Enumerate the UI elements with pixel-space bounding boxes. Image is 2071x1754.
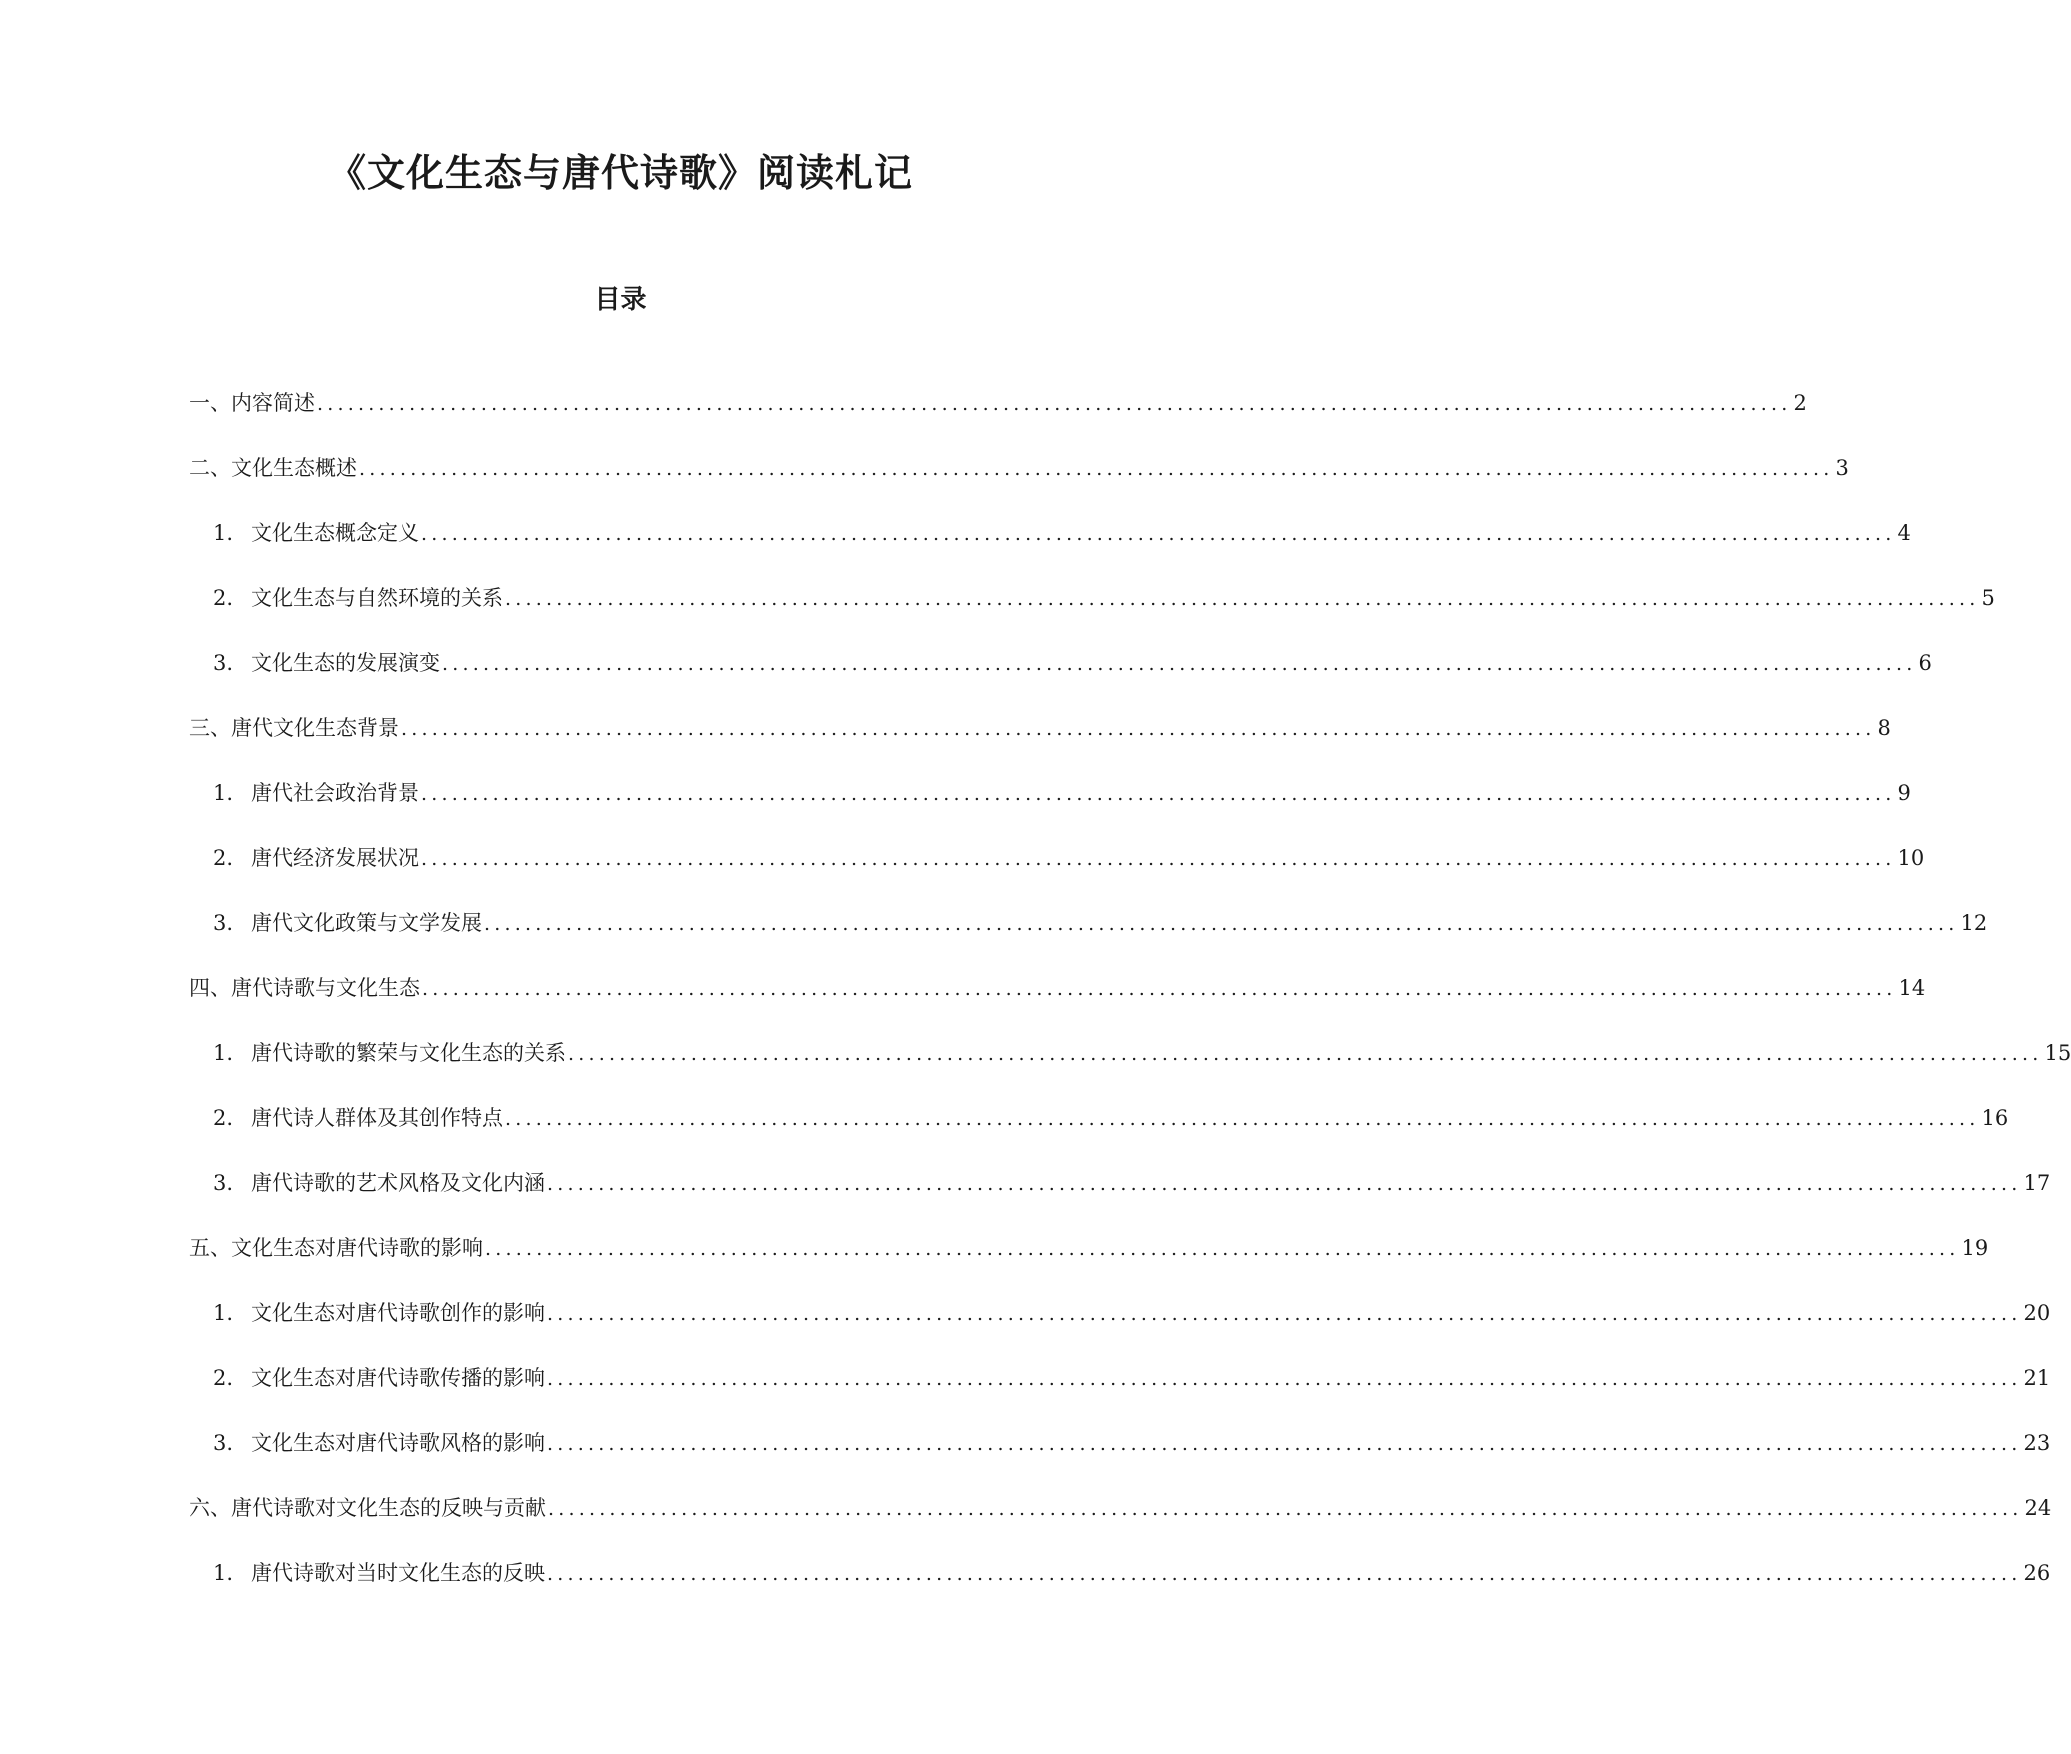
toc-entry-number: 3. — [213, 651, 234, 675]
toc-entry-section-4[interactable] — [189, 973, 1926, 1003]
toc-leader-dots: ................................................................................................................................................ — [359, 458, 1834, 480]
toc-entry-label: 唐代诗歌对当时文化生态的反映 — [251, 1561, 545, 1585]
toc-leader-dots: ................................................................................................................................................ — [548, 1498, 2023, 1520]
toc-entry-subsection[interactable] — [213, 908, 1988, 938]
toc-entry-subsection[interactable] — [213, 1103, 2009, 1133]
toc-page-number: 21 — [2023, 1366, 2051, 1390]
toc-page-number: 3 — [1835, 456, 1849, 480]
toc-entry-number: 2. — [213, 1366, 234, 1390]
toc-leader-dots: ................................................................................................................................................ — [547, 1303, 2022, 1325]
toc-entry-label: 唐代经济发展状况 — [251, 846, 419, 870]
toc-entry-label: 唐代社会政治背景 — [251, 781, 419, 805]
toc-page-number: 10 — [1897, 846, 1925, 870]
toc-entry-number: 3. — [213, 911, 234, 935]
toc-leader-dots: ................................................................................................................................................ — [547, 1563, 2022, 1585]
toc-entry-label: 五、文化生态对唐代诗歌的影响 — [189, 1236, 483, 1260]
toc-leader-dots: ................................................................................................................................................ — [421, 848, 1896, 870]
toc-leader-dots: ................................................................................................................................................ — [401, 718, 1876, 740]
toc-entry-number: 1. — [213, 1301, 234, 1325]
toc-entry-label: 文化生态与自然环境的关系 — [251, 586, 503, 610]
toc-leader-dots: ................................................................................................................................................ — [421, 783, 1896, 805]
toc-entry-subsection[interactable] — [213, 1168, 2051, 1198]
toc-entry-subsection[interactable] — [213, 843, 1925, 873]
toc-page-number: 5 — [1981, 586, 1995, 610]
toc-entry-label: 二、文化生态概述 — [189, 456, 357, 480]
toc-entry-label: 三、唐代文化生态背景 — [189, 716, 399, 740]
toc-entry-section-6[interactable] — [189, 1493, 2052, 1523]
toc-entry-number: 3. — [213, 1171, 234, 1195]
toc-entry-number: 1. — [213, 1561, 234, 1585]
toc-page-number: 8 — [1877, 716, 1891, 740]
toc-leader-dots: ................................................................................................................................................ — [547, 1368, 2022, 1390]
toc-entry-subsection[interactable] — [213, 1038, 2071, 1068]
toc-heading: 目录 — [594, 285, 647, 315]
toc-leader-dots: ................................................................................................................................................ — [547, 1433, 2022, 1455]
toc-page-number: 24 — [2024, 1496, 2052, 1520]
toc-entry-subsection[interactable] — [213, 1363, 2051, 1393]
toc-entry-label: 唐代诗歌的繁荣与文化生态的关系 — [251, 1041, 566, 1065]
toc-entry-section-5[interactable] — [189, 1233, 1989, 1263]
toc-entry-number: 2. — [213, 1106, 234, 1130]
toc-entry-subsection[interactable] — [213, 1298, 2051, 1328]
toc-page-number: 9 — [1897, 781, 1911, 805]
toc-leader-dots: ................................................................................................................................................ — [547, 1173, 2022, 1195]
toc-entry-subsection[interactable] — [213, 648, 1932, 678]
toc-entry-section-2[interactable] — [189, 453, 1849, 483]
toc-page-number: 19 — [1961, 1236, 1989, 1260]
toc-entry-number: 1. — [213, 1041, 234, 1065]
toc-leader-dots: ................................................................................................................................................ — [317, 393, 1792, 415]
toc-page-number: 17 — [2023, 1171, 2051, 1195]
toc-entry-label: 一、内容简述 — [189, 391, 315, 415]
toc-entry-subsection[interactable] — [213, 1428, 2051, 1458]
toc-entry-subsection[interactable] — [213, 583, 1995, 613]
toc-entry-label: 文化生态对唐代诗歌传播的影响 — [251, 1366, 545, 1390]
toc-leader-dots: ................................................................................................................................................ — [484, 913, 1959, 935]
toc-page-number: 14 — [1898, 976, 1926, 1000]
toc-page-number: 16 — [1981, 1106, 2009, 1130]
toc-page-number: 6 — [1918, 651, 1932, 675]
document-title: 《文化生态与唐代诗歌》阅读札记 — [327, 150, 913, 195]
toc-entry-label: 文化生态概念定义 — [251, 521, 419, 545]
toc-entry-label: 四、唐代诗歌与文化生态 — [189, 976, 420, 1000]
toc-entry-section-1[interactable] — [189, 388, 1807, 418]
toc-page-number: 12 — [1960, 911, 1988, 935]
toc-entry-label: 唐代诗歌的艺术风格及文化内涵 — [251, 1171, 545, 1195]
toc-leader-dots: ................................................................................................................................................ — [442, 653, 1917, 675]
toc-entry-subsection[interactable] — [213, 518, 1911, 548]
toc-leader-dots: ................................................................................................................................................ — [505, 588, 1980, 610]
toc-leader-dots: ................................................................................................................................................ — [485, 1238, 1960, 1260]
toc-entry-label: 六、唐代诗歌对文化生态的反映与贡献 — [189, 1496, 546, 1520]
toc-page-number: 15 — [2044, 1041, 2071, 1065]
toc-page-number: 23 — [2023, 1431, 2051, 1455]
toc-entry-subsection[interactable] — [213, 778, 1911, 808]
toc-entry-number: 3. — [213, 1431, 234, 1455]
toc-entry-label: 文化生态对唐代诗歌创作的影响 — [251, 1301, 545, 1325]
toc-entry-label: 唐代文化政策与文学发展 — [251, 911, 482, 935]
toc-leader-dots: ................................................................................................................................................ — [422, 978, 1897, 1000]
toc-entry-subsection[interactable] — [213, 1558, 2051, 1588]
toc-leader-dots: ................................................................................................................................................ — [568, 1043, 2043, 1065]
toc-entry-number: 1. — [213, 521, 234, 545]
toc-entry-label: 文化生态的发展演变 — [251, 651, 440, 675]
toc-page-number: 2 — [1793, 391, 1807, 415]
toc-page-number: 26 — [2023, 1561, 2051, 1585]
toc-entry-number: 2. — [213, 846, 234, 870]
toc-page-number: 4 — [1897, 521, 1911, 545]
toc-page-number: 20 — [2023, 1301, 2051, 1325]
toc-leader-dots: ................................................................................................................................................ — [505, 1108, 1980, 1130]
toc-entry-label: 文化生态对唐代诗歌风格的影响 — [251, 1431, 545, 1455]
toc-entry-number: 1. — [213, 781, 234, 805]
toc-leader-dots: ................................................................................................................................................ — [421, 523, 1896, 545]
toc-entry-number: 2. — [213, 586, 234, 610]
toc-entry-section-3[interactable] — [189, 713, 1891, 743]
toc-entry-label: 唐代诗人群体及其创作特点 — [251, 1106, 503, 1130]
